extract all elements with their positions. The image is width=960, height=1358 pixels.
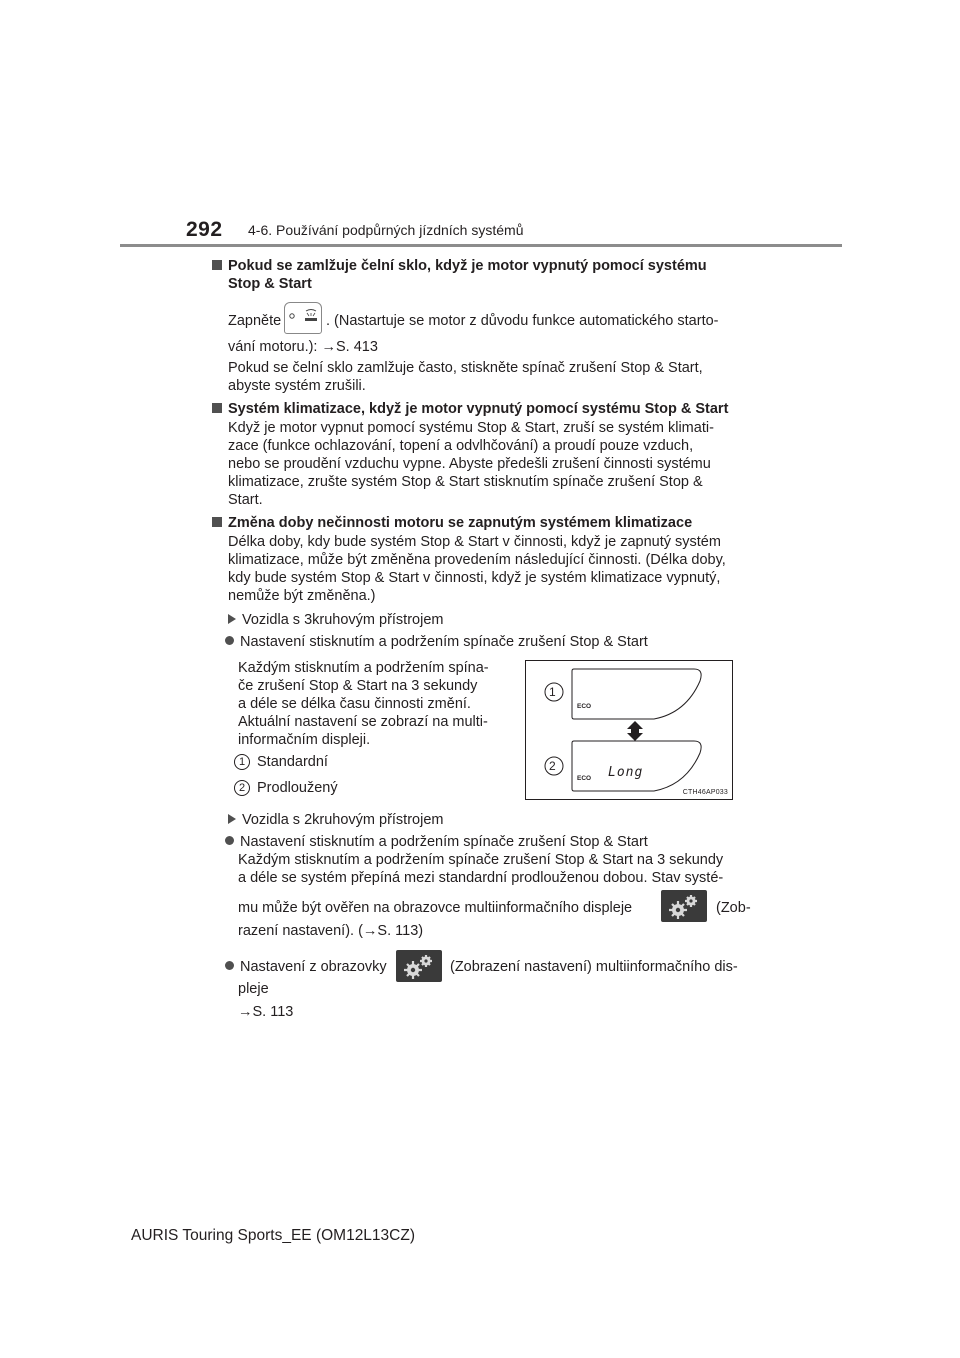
gear-settings-icon <box>661 890 707 922</box>
section-1-heading: Pokud se zamlžuje čelní sklo, když je motor vypnutý pomocí systému <box>212 257 746 275</box>
triangle-bullet-icon <box>228 814 236 824</box>
triangle-bullet-icon <box>228 614 236 624</box>
section-1-line-3: Pokud se čelní sklo zamlžuje často, stiskněte spínač zrušení Stop & Start, <box>228 360 703 376</box>
vehicle-2ring-desc-3a: mu může být ověřen na obrazovce multiinformačního displeje <box>238 900 633 916</box>
gear-settings-icon <box>396 950 442 982</box>
square-bullet-icon <box>212 517 222 527</box>
eco-indicator-1: ECO <box>577 703 592 710</box>
vehicle-3ring-desc-1: Každým stisknutím a podržením spína- <box>238 660 489 676</box>
section-3-line-2: klimatizace, může být změněna provedením následující činnosti. (Délka doby, <box>228 552 726 568</box>
option-standard: 1 Standardní <box>234 753 328 771</box>
vehicle-3ring-desc-3: a déle se délka času činnosti změní. <box>238 696 471 712</box>
vehicle-2ring-desc-2: a déle se systém přepíná mezi standardní prodlouženou dobou. Stav systé- <box>238 870 724 886</box>
section-3-heading: Změna doby nečinnosti motoru se zapnutým systémem klimatizace <box>212 514 692 532</box>
vehicle-3ring-desc-5: informačním displeji. <box>238 732 371 748</box>
section-1-heading-cont: Stop & Start <box>228 276 312 292</box>
section-1-line-4: abyste systém zrušili. <box>228 378 366 394</box>
vehicle-2ring-desc-4: razení nastavení). (→S. 113) <box>238 923 424 939</box>
vehicle-3ring-desc-2: če zrušení Stop & Start na 3 sekundy <box>238 678 478 694</box>
vehicle-2ring-bullet: Nastavení stisknutím a podržením spínače zrušení Stop & Start <box>225 833 648 851</box>
figure-callout-1: 1 <box>549 685 556 699</box>
vehicle-3ring-label: Vozidla s 3kruhovým přístrojem <box>228 611 443 629</box>
vehicle-2ring-ref: →S. 113 <box>238 1004 294 1020</box>
section-3-line-1: Délka doby, kdy bude systém Stop & Start v činnosti, když je zapnutý systém <box>228 534 721 550</box>
circle-bullet-icon <box>225 961 234 970</box>
section-2-line-4: klimatizace, zrušte systém Stop & Start stisknutím spínače zrušení Stop & <box>228 474 703 490</box>
figure-callout-2: 2 <box>549 759 556 773</box>
vehicle-2ring-label: Vozidla s 2kruhovým přístrojem <box>228 811 443 829</box>
document-title-footer: AURIS Touring Sports_EE (OM12L13CZ) <box>131 1227 415 1244</box>
section-3-line-4: nemůže být změněna.) <box>228 588 376 604</box>
front-defogger-button-icon <box>284 302 322 334</box>
section-2-heading: Systém klimatizace, když je motor vypnutý pomocí systému Stop & Start <box>212 400 728 418</box>
section-1-line-1a: Zapněte <box>228 313 282 329</box>
vehicle-2ring-desc-1: Každým stisknutím a podržením spínače zrušení Stop & Start na 3 sekundy <box>238 852 724 868</box>
section-2-line-5: Start. <box>228 492 263 508</box>
circle-bullet-icon <box>225 836 234 845</box>
vehicle-2ring-desc-3b: (Zob- <box>716 900 751 916</box>
vehicle-3ring-bullet: Nastavení stisknutím a podržením spínače zrušení Stop & Start <box>225 633 648 651</box>
section-2-line-3: nebo se proudění vzduchu vypne. Abyste předešli zrušení činnosti systému <box>228 456 711 472</box>
option-number: 2 <box>234 780 250 796</box>
eco-indicator-2: ECO <box>577 775 592 782</box>
chapter-title: 4-6. Používání podpůrných jízdních systémů <box>248 222 524 238</box>
circle-bullet-icon <box>225 636 234 645</box>
square-bullet-icon <box>212 260 222 270</box>
vehicle-2ring-bullet-2b: (Zobrazení nastavení) multiinformačního dis- <box>450 959 738 975</box>
vehicle-3ring-desc-4: Aktuální nastavení se zobrazí na multi- <box>238 714 488 730</box>
page-number: 292 <box>186 218 223 241</box>
header-rule <box>120 244 842 247</box>
section-3-line-3: kdy bude systém Stop & Start v činnosti, když je systém klimatizace vypnutý, <box>228 570 721 586</box>
display-figure <box>525 660 733 800</box>
section-2-line-2: zace (funkce ochlazování, topení a odvlhčování) a proudí pouze vzduch, <box>228 438 694 454</box>
display-value-long: Long <box>608 765 644 780</box>
section-1-line-1b: . (Nastartuje se motor z důvodu funkce automatického starto- <box>326 313 719 329</box>
option-extended: 2 Prodloužený <box>234 779 338 797</box>
section-2-line-1: Když je motor vypnut pomocí systému Stop & Start, zruší se systém klimati- <box>228 420 714 436</box>
section-1-line-2: vání motoru.): →S. 413 <box>228 339 378 355</box>
figure-id: CTH46AP033 <box>682 789 728 796</box>
vehicle-2ring-bullet-2c: pleje <box>238 981 269 997</box>
vehicle-2ring-bullet-2a: Nastavení z obrazovky <box>225 958 387 976</box>
option-number: 1 <box>234 754 250 770</box>
square-bullet-icon <box>212 403 222 413</box>
